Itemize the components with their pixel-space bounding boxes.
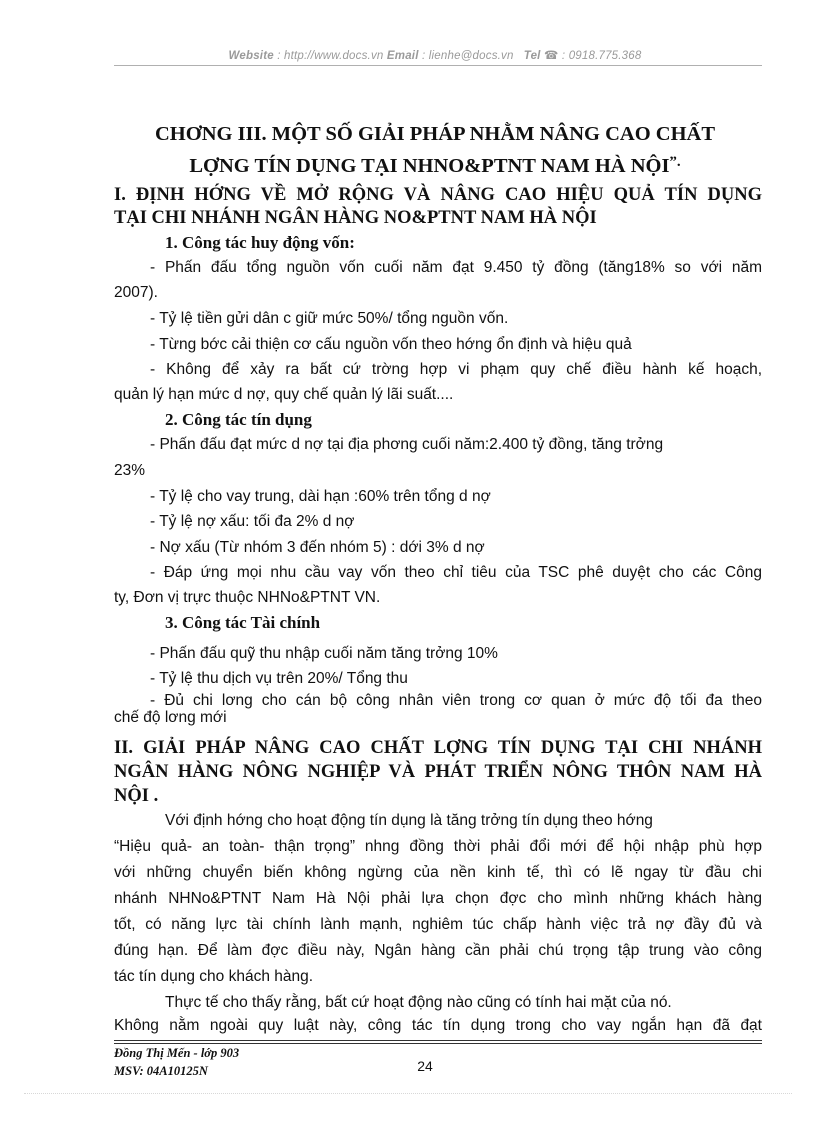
chapter-title-line-1: CHƠNG III. MỘT SỐ GIẢI PHÁP NHẰM NÂNG CAO CHẤT: [155, 123, 715, 145]
section-2-heading-line-1: II. GIẢI PHÁP NÂNG CAO CHẤT LỢNG TÍN DỤNG TẠI CHI NHÁNH: [114, 738, 762, 758]
section-1-heading-line-1: I. ĐỊNH HỚNG VỀ MỞ RỘNG VÀ NÂNG CAO HIỆU QUẢ TÍN DỤNG: [114, 185, 762, 205]
section-2-heading-line-2: NGÂN HÀNG NÔNG NGHIỆP VÀ PHÁT TRIỂN NÔNG THÔN NAM HÀ: [114, 762, 762, 782]
para1-line-1: Với định hớng cho hoạt động tín dụng là tăng trởng tín dụng theo hớng: [165, 812, 653, 829]
sub2-paragraph-1-line-2: 23%: [114, 462, 146, 479]
sub2-paragraph-2: - Tỷ lệ cho vay trung, dài hạn :60% trên tổng d nợ: [150, 488, 491, 505]
subsection-1-title: 1. Công tác huy động vốn:: [165, 233, 355, 252]
sub1-paragraph-1-line-2: 2007).: [114, 284, 158, 301]
header-tel-value: ☎ : 0918.775.368: [543, 50, 642, 62]
sub3-paragraph-1: - Phấn đấu quỹ thu nhập cuối năm tăng trởng 10%: [150, 645, 498, 662]
page-bottom-dotted-line: [24, 1093, 792, 1094]
para2-line-1: Thực tế cho thấy rằng, bất cứ hoạt động nào cũng có tính hai mặt của nó.: [165, 994, 672, 1011]
header-divider: [114, 65, 762, 66]
sub1-paragraph-4-line-1: - Không để xảy ra bất cứ trờng hợp vi phạm quy chế điều hành kế hoạch,: [150, 361, 762, 378]
section-2-heading-line-3: NỘI .: [114, 786, 159, 806]
footer-student-id: MSV: 04A10125N: [114, 1064, 208, 1078]
chapter-title-line-2: [110, 150, 760, 182]
para1-line-5: tốt, có năng lực tài chính lành mạnh, nghiêm túc chấp hành việc trả nợ đầy đủ và: [114, 916, 762, 933]
sub3-paragraph-3-line-2: chế độ lơng mới: [114, 709, 227, 726]
chapter-title-line-2-text: LỢNG TÍN DỤNG TẠI NHNO&PTNT NAM HÀ NỘI: [189, 155, 670, 177]
para1-line-7: tác tín dụng cho khách hàng.: [114, 968, 314, 985]
sub2-paragraph-1-line-1: - Phấn đấu đạt mức d nợ tại địa phơng cuối năm:2.400 tỷ đồng, tăng trởng: [150, 436, 664, 453]
sub2-paragraph-3: - Tỷ lệ nợ xấu: tối đa 2% d nợ: [150, 513, 355, 530]
sub2-paragraph-5-line-1: - Đáp ứng mọi nhu cầu vay vốn theo chỉ tiêu của TSC phê duyệt cho các Công: [150, 564, 762, 581]
header-email-label: Email: [386, 50, 419, 62]
header-tel-label: Tel: [523, 50, 541, 62]
para1-line-3: với những chuyển biến không ngừng của nền kinh tế, thì có lẽ ngay từ đầu chi: [114, 864, 762, 881]
footer-divider-top: [114, 1040, 762, 1041]
sub3-paragraph-2: - Tỷ lệ thu dịch vụ trên 20%/ Tổng thu: [150, 670, 408, 687]
sub2-paragraph-4: - Nợ xấu (Từ nhóm 3 đến nhóm 5) : dới 3% d nợ: [150, 539, 485, 556]
sub3-paragraph-3-line-1: - Đủ chi lơng cho cán bộ công nhân viên trong cơ quan ở mức độ tối đa theo: [150, 692, 762, 709]
chapter-title-quote: ”.: [669, 154, 681, 170]
header-site-label: Website: [228, 50, 274, 62]
subsection-2-title: 2. Công tác tín dụng: [165, 410, 312, 429]
sub2-paragraph-5-line-2: ty, Đơn vị trực thuộc NHNo&PTNT VN.: [114, 589, 381, 606]
subsection-3-title: 3. Công tác Tài chính: [165, 613, 321, 632]
footer-divider-bottom: [114, 1043, 762, 1044]
sub1-paragraph-3: - Từng bớc cải thiện cơ cấu nguồn vốn theo hớng ổn định và hiệu quả: [150, 336, 632, 353]
section-1-heading-line-2: TẠI CHI NHÁNH NGÂN HÀNG NO&PTNT NAM HÀ NỘI: [114, 208, 597, 228]
sub1-paragraph-4-line-2: quản lý hạn mức d nợ, quy chế quản lý lãi suất....: [114, 386, 454, 403]
para1-line-4: nhánh NHNo&PTNT Nam Hà Nội phải lựa chọn đợc cho mình những khách hàng: [114, 890, 762, 907]
sub1-paragraph-1-line-1: - Phấn đấu tổng nguồn vốn cuối năm đạt 9.450 tỷ đồng (tăng18% so với năm: [150, 259, 762, 276]
para1-line-2: “Hiệu quả- an toàn- thận trọng” nhng đồng thời phải đổi mới để hội nhập phù hợp: [114, 838, 762, 855]
header-site-url[interactable]: : http://www.docs.vn: [277, 50, 384, 62]
page-number: 24: [417, 1058, 433, 1074]
footer-author: Đồng Thị Mến - lớp 903: [114, 1046, 240, 1060]
sub1-paragraph-2: - Tỷ lệ tiền gửi dân c giữ mức 50%/ tổng nguồn vốn.: [150, 310, 509, 327]
para1-line-6: đúng hạn. Để làm đợc điều này, Ngân hàng cần phải chú trọng tập trung vào công: [114, 942, 762, 959]
page-header: [110, 48, 760, 62]
header-email-value[interactable]: : lienhe@docs.vn: [422, 50, 514, 62]
para2-line-2: Không nằm ngoài quy luật này, công tác tín dụng trong cho vay ngắn hạn đã đạt: [114, 1017, 762, 1034]
chapter-title: [110, 118, 760, 182]
